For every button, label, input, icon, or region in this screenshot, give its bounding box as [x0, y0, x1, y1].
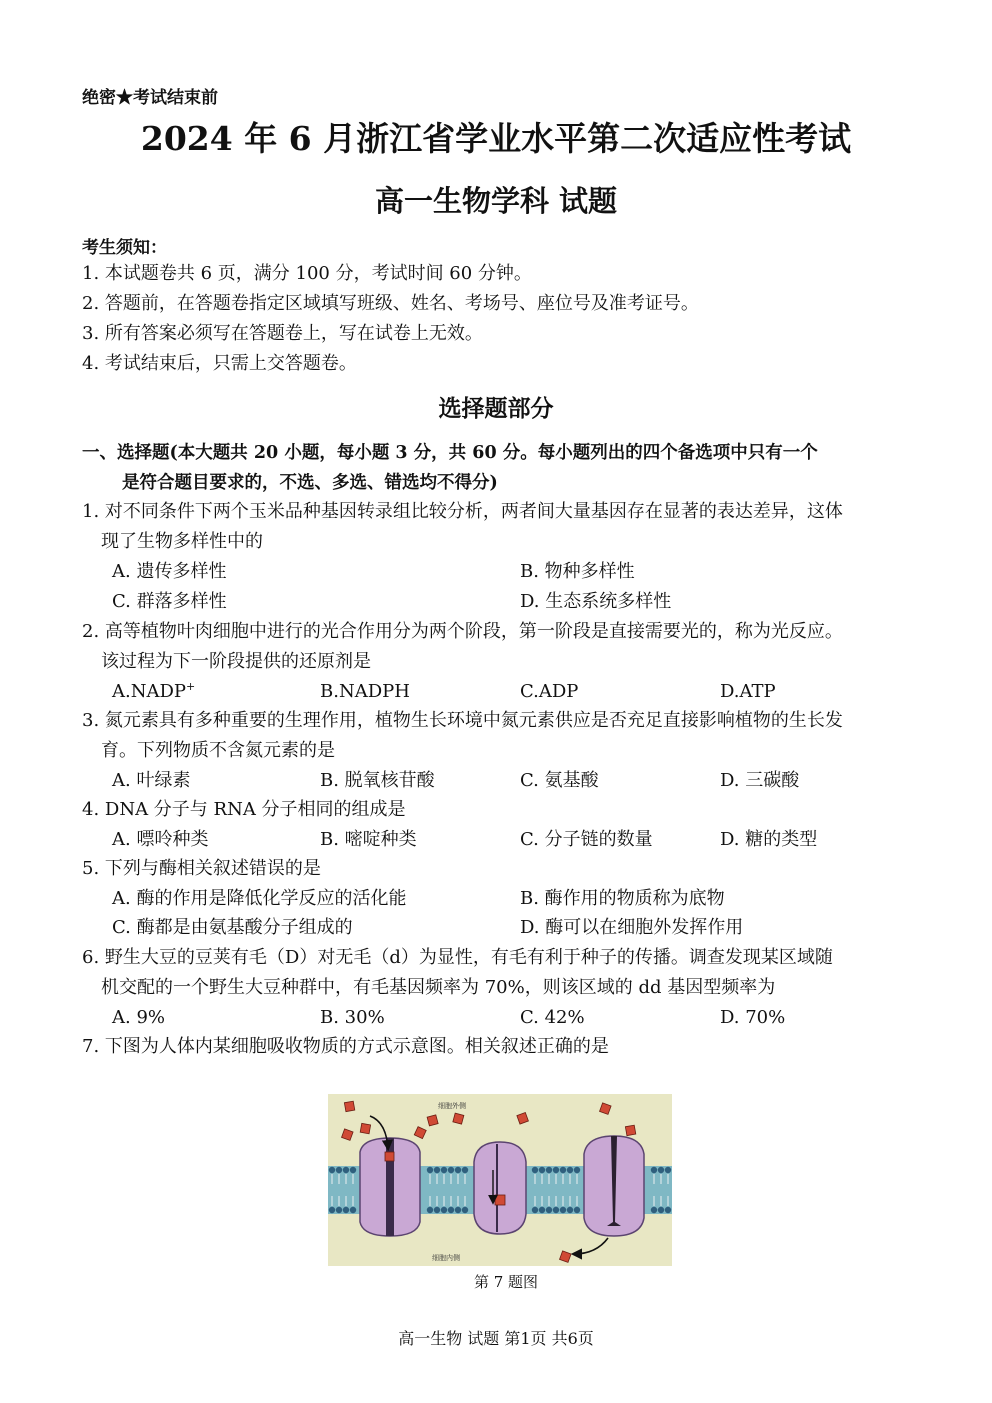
lipid-head: [658, 1207, 664, 1213]
q5-option-b: B. 酶作用的物质称为底物: [520, 888, 725, 909]
q6-option-a: A. 9%: [112, 1007, 165, 1028]
q3-stem-line-2: 育。下列物质不含氮元素的是: [101, 740, 335, 761]
q5-option-a: A. 酶的作用是降低化学反应的活化能: [112, 888, 407, 909]
lipid-head: [427, 1207, 433, 1213]
page-footer: 高一生物 试题 第1页 共6页: [398, 1329, 594, 1348]
outside-label: 细胞外侧: [438, 1102, 466, 1110]
exam-subtitle: 高一生物学科 试题: [374, 184, 618, 218]
q2-option-c: C.ADP: [520, 681, 579, 702]
lipid-head: [427, 1167, 433, 1173]
lipid-head: [441, 1207, 447, 1213]
q4-option-c: C. 分子链的数量: [520, 829, 653, 850]
lipid-head: [574, 1207, 580, 1213]
lipid-head: [567, 1167, 573, 1173]
q5-option-d: D. 酶可以在细胞外发挥作用: [520, 917, 744, 938]
membrane-transport-figure: [328, 1094, 672, 1266]
q1-option-b: B. 物种多样性: [520, 561, 635, 582]
lipid-head: [546, 1167, 552, 1173]
q2-option-a-text: A.NADP: [112, 681, 187, 702]
notice-item-4: 4. 考试结束后，只需上交答题卷。: [82, 353, 357, 374]
lipid-head: [336, 1167, 342, 1173]
lipid-head: [560, 1167, 566, 1173]
lipid-head: [539, 1167, 545, 1173]
q1-stem-line-2: 现了生物多样性中的: [101, 531, 263, 552]
lipid-head: [336, 1207, 342, 1213]
lipid-head: [546, 1207, 552, 1213]
q3-option-a: A. 叶绿素: [112, 770, 191, 791]
q1-option-c: C. 群落多样性: [112, 591, 227, 612]
lipid-head: [434, 1207, 440, 1213]
q6-stem-line-1: 6. 野生大豆的豆荚有毛（D）对无毛（d）为显性，有毛有利于种子的传播。调查发现某区域随: [82, 947, 833, 968]
q1-option-d: D. 生态系统多样性: [520, 591, 672, 612]
lipid-head: [532, 1167, 538, 1173]
lipid-head: [329, 1167, 335, 1173]
section-instruction-2: 是符合题目要求的，不选、多选、错选均不得分): [122, 473, 498, 493]
q2-option-a: [112, 680, 195, 704]
q2-stem-line-2: 该过程为下一阶段提供的还原剂是: [101, 651, 371, 672]
q4-stem: 4. DNA 分子与 RNA 分子相同的组成是: [82, 799, 406, 820]
lipid-head: [574, 1167, 580, 1173]
exam-title: 2024 年 6 月浙江省学业水平第二次适应性考试: [140, 119, 852, 158]
q3-option-b: B. 脱氧核苷酸: [320, 770, 435, 791]
q4-option-d: D. 糖的类型: [720, 829, 818, 850]
q4-option-b: B. 嘧啶种类: [320, 829, 417, 850]
q6-option-b: B. 30%: [320, 1007, 385, 1028]
notice-heading: 考生须知：: [82, 238, 167, 258]
q3-stem-line-1: 3. 氮元素具有多种重要的生理作用，植物生长环境中氮元素供应是否充足直接影响植物的生长发: [82, 710, 843, 731]
q6-option-c: C. 42%: [520, 1007, 585, 1028]
lipid-head: [343, 1167, 349, 1173]
q1-option-a: A. 遗传多样性: [112, 561, 227, 582]
lipid-head: [658, 1167, 664, 1173]
section-instruction-1: 一、选择题(本大题共 20 小题，每小题 3 分，共 60 分。每小题列出的四个备选项中只有一个: [82, 443, 818, 463]
lipid-head: [665, 1167, 671, 1173]
q5-stem: 5. 下列与酶相关叙述错误的是: [82, 858, 321, 879]
notice-item-2: 2. 答题前，在答题卷指定区域填写班级、姓名、考场号、座位号及准考证号。: [82, 293, 699, 314]
q3-option-c: C. 氨基酸: [520, 770, 599, 791]
notice-item-1: 1. 本试题卷共 6 页，满分 100 分，考试时间 60 分钟。: [82, 263, 532, 284]
section-title: 选择题部分: [438, 395, 554, 422]
lipid-head: [329, 1207, 335, 1213]
q6-stem-line-2: 机交配的一个野生大豆种群中，有毛基因频率为 70%，则该区域的 dd 基因型频率为: [101, 977, 776, 998]
lipid-head: [462, 1207, 468, 1213]
lipid-head: [455, 1207, 461, 1213]
lipid-head: [434, 1167, 440, 1173]
lipid-head: [665, 1207, 671, 1213]
q7-stem: 7. 下图为人体内某细胞吸收物质的方式示意图。相关叙述正确的是: [82, 1036, 609, 1057]
lipid-head: [553, 1167, 559, 1173]
lipid-head: [651, 1167, 657, 1173]
lipid-head: [350, 1207, 356, 1213]
lipid-head: [462, 1167, 468, 1173]
lipid-head: [441, 1167, 447, 1173]
secret-label: 绝密★考试结束前: [82, 88, 218, 108]
lipid-head: [651, 1207, 657, 1213]
q3-option-d: D. 三碳酸: [720, 770, 800, 791]
lipid-head: [343, 1207, 349, 1213]
lipid-head: [448, 1167, 454, 1173]
q1-stem-line-1: 1. 对不同条件下两个玉米品种基因转录组比较分析，两者间大量基因存在显著的表达差异，这体: [82, 501, 843, 522]
lipid-head: [350, 1167, 356, 1173]
lipid-head: [560, 1207, 566, 1213]
lipid-head: [567, 1207, 573, 1213]
q2-option-a-superscript: +: [186, 680, 196, 693]
lipid-head: [539, 1207, 545, 1213]
lipid-head: [448, 1207, 454, 1213]
lipid-head: [553, 1207, 559, 1213]
q5-option-c: C. 酶都是由氨基酸分子组成的: [112, 917, 353, 938]
inside-label: 细胞内侧: [432, 1254, 460, 1262]
carrier-protein-2: [474, 1142, 526, 1234]
figure-caption: 第 7 题图: [473, 1273, 539, 1291]
q6-option-d: D. 70%: [720, 1007, 786, 1028]
q2-option-b: B.NADPH: [320, 681, 410, 702]
notice-item-3: 3. 所有答案必须写在答题卷上，写在试卷上无效。: [82, 323, 483, 344]
lipid-head: [532, 1207, 538, 1213]
q2-option-d: D.ATP: [720, 681, 776, 702]
q4-option-a: A. 嘌呤种类: [112, 829, 209, 850]
lipid-head: [455, 1167, 461, 1173]
q2-stem-line-1: 2. 高等植物叶肉细胞中进行的光合作用分为两个阶段，第一阶段是直接需要光的，称为光反应。: [82, 621, 843, 642]
